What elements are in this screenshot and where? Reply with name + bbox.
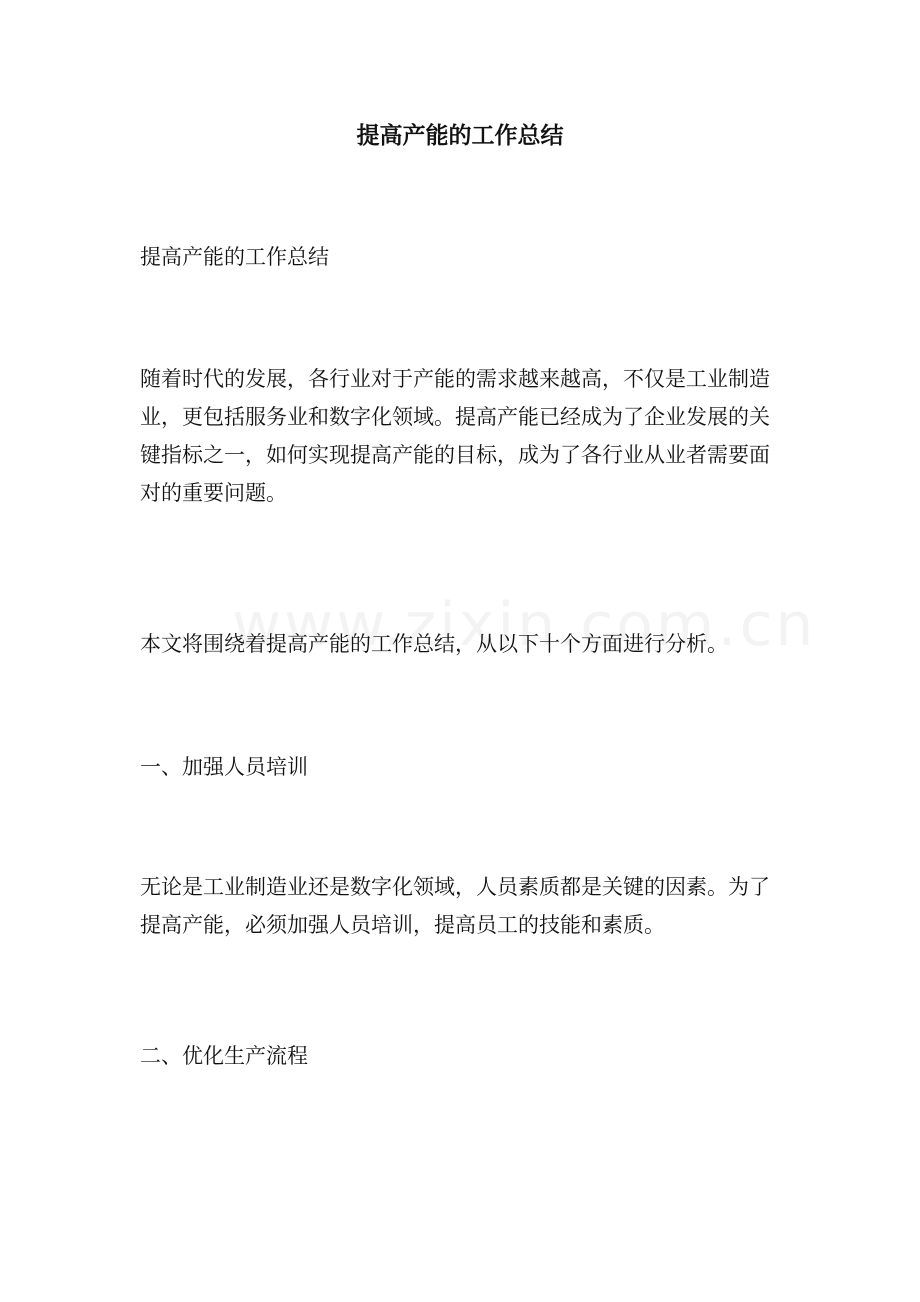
subtitle-paragraph: 提高产能的工作总结: [140, 245, 329, 269]
document-title: 提高产能的工作总结: [356, 122, 564, 149]
section-heading-1: 一、加强人员培训: [140, 755, 308, 779]
section-heading-2: 二、优化生产流程: [140, 1044, 308, 1068]
intro-paragraph: 随着时代的发展，各行业对于产能的需求越来越高，不仅是工业制造业，更包括服务业和数字化领域。提高产能已经成为了企业发展的关键指标之一，如何实现提高产能的目标，成为了各行业从业者需要面对的重要问题。: [140, 367, 770, 505]
section-1-paragraph: 无论是工业制造业还是数字化领域，人员素质都是关键的因素。为了提高产能，必须加强人员培训，提高员工的技能和素质。: [140, 875, 770, 937]
overview-paragraph: 本文将围绕着提高产能的工作总结，从以下十个方面进行分析。: [140, 632, 728, 656]
